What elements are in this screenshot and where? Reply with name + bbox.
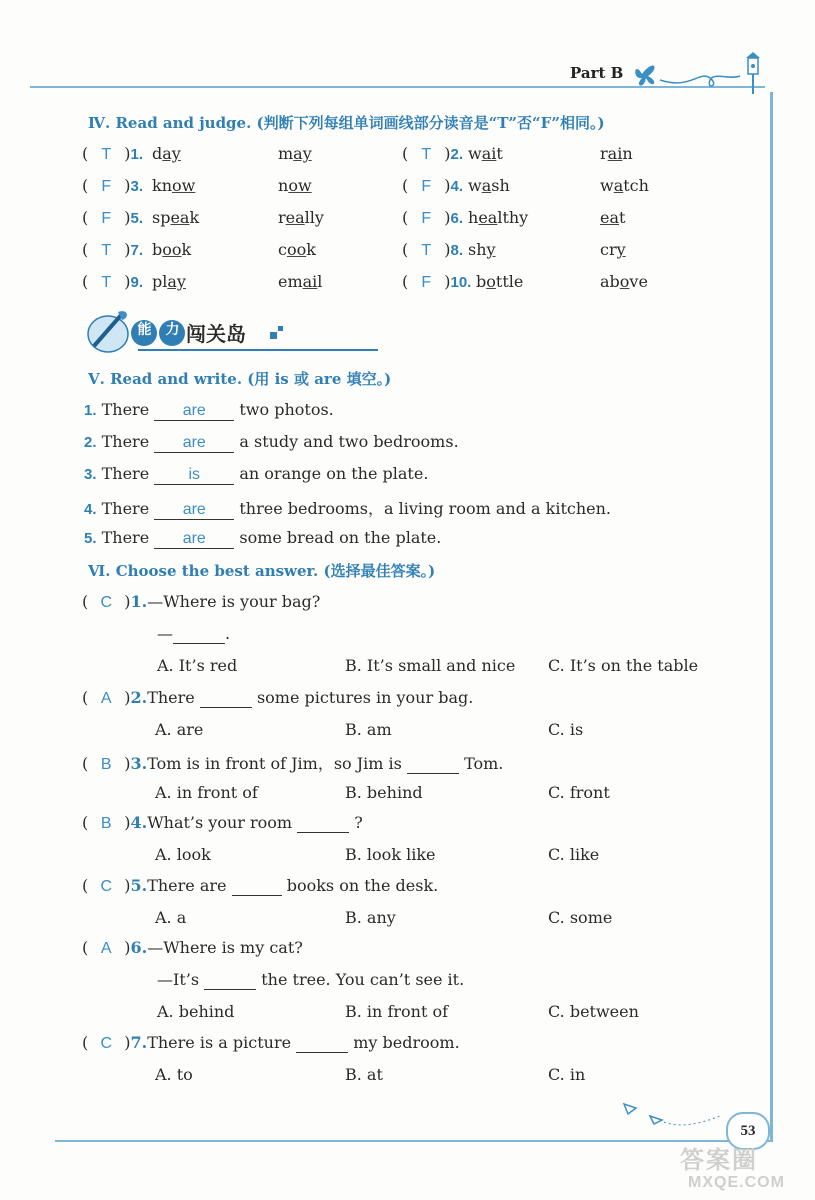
judge-item: ( F )5. (82, 208, 144, 227)
word-part: sp (152, 208, 171, 227)
judge-word-2 (600, 176, 649, 195)
fill-number: 4. (84, 501, 97, 518)
judge-word-2 (278, 176, 312, 195)
q1-opt-c: C. It’s on the table (548, 656, 699, 675)
word-part: sh (491, 176, 510, 195)
judge-word-1 (468, 208, 528, 227)
word-part: b (152, 240, 163, 259)
q5-opt-c: C. some (548, 908, 613, 927)
word-part: w (600, 176, 614, 195)
word-underlined: ea (285, 208, 305, 227)
word-underlined: o (619, 272, 630, 291)
word-part: t (496, 144, 503, 163)
banner-title: 闯关岛 (186, 322, 246, 346)
q1-opt-b: B. It’s small and nice (345, 656, 516, 675)
fill-answer: are (182, 501, 206, 518)
word-underlined: ay (293, 144, 312, 163)
q6-opt-a: A. behind (157, 1002, 235, 1021)
fill-pre: There (101, 432, 150, 451)
q6-pre: —It’s (157, 970, 200, 989)
judge-answer: T (101, 274, 112, 291)
right-margin-rule (770, 92, 773, 1142)
fill-post: an orange on the plate. (239, 464, 429, 483)
fill-item (84, 496, 611, 520)
word-part: kn (152, 176, 172, 195)
judge-item: ( T )7. (82, 240, 144, 259)
q6-opt-c: C. between (548, 1002, 639, 1021)
q2-row: ( A )2.There some pictures in your bag. (82, 688, 474, 707)
judge-item: ( T )8. (402, 240, 464, 259)
q6-opt-b: B. in front of (345, 1002, 449, 1021)
q1-line2: — . (157, 624, 231, 643)
part-label: Part B (570, 64, 624, 82)
q6-text: —Where is my cat? (147, 938, 303, 957)
word-part: lly (304, 208, 324, 227)
q1-opt-a: A. It’s red (157, 656, 238, 675)
judge-word-2 (600, 272, 648, 291)
word-underlined: ea (600, 208, 620, 227)
q4-opt-c: C. like (548, 845, 600, 864)
judge-number: 6. (450, 210, 464, 227)
fill-item (84, 432, 459, 453)
judge-number: 1. (130, 146, 144, 163)
word-underlined: o (486, 272, 496, 291)
word-part: w (468, 144, 482, 163)
watermark-logo: 答案圈 (680, 1147, 758, 1174)
word-part: ttle (495, 272, 524, 291)
word-part: h (468, 208, 479, 227)
word-underlined: ai (302, 272, 318, 291)
judge-word-2 (278, 208, 324, 227)
judge-item: ( F )3. (82, 176, 144, 195)
judge-word-1 (468, 176, 510, 195)
judge-answer: F (101, 178, 112, 195)
q4-opt-b: B. look like (345, 845, 436, 864)
judge-number: 7. (130, 242, 144, 259)
word-part: cr (600, 240, 617, 259)
word-underlined: y (486, 240, 496, 259)
q2-answer: A (100, 690, 112, 707)
q3-row: ( B )3.Tom is in front of Jim，so Jim is Tom. (82, 754, 504, 773)
q4-pre: What’s your room (147, 813, 293, 832)
judge-number: 4. (450, 178, 464, 195)
judge-number: 3. (130, 178, 144, 195)
judge-item: ( F )6. (402, 208, 464, 227)
word-part: c (278, 240, 287, 259)
judge-answer: T (421, 146, 432, 163)
judge-word-1 (152, 144, 181, 163)
fill-item (84, 400, 334, 421)
q3-opt-c: C. front (548, 783, 610, 802)
judge-item: ( T )2. (402, 144, 464, 163)
section-4-title: Ⅳ. Read and judge. (判断下列每组单词画线部分读音是“T”否“F”相同。) (88, 114, 605, 132)
q3-opt-a: A. in front of (155, 783, 258, 802)
fill-number: 1. (84, 402, 97, 419)
q2-pre: There (147, 688, 195, 707)
judge-word-1 (468, 240, 496, 259)
word-part: b (476, 272, 487, 291)
fill-answer: are (182, 530, 206, 547)
word-underlined: ai (607, 144, 623, 163)
judge-number: 2. (450, 146, 464, 163)
word-underlined: oo (162, 240, 182, 259)
word-part: em (278, 272, 303, 291)
fill-post: a study and two bedrooms. (239, 432, 459, 451)
word-part: m (278, 144, 294, 163)
fill-number: 5. (84, 530, 97, 547)
judge-word-2 (600, 240, 626, 259)
q3-opt-b: B. behind (345, 783, 423, 802)
word-underlined: ay (162, 144, 181, 163)
word-underlined: ow (172, 176, 196, 195)
word-part: k (306, 240, 316, 259)
q1-text: —Where is your bag? (147, 592, 321, 611)
fill-number: 2. (84, 434, 97, 451)
q2-post: some pictures in your bag. (256, 688, 474, 707)
judge-number: 8. (450, 242, 464, 259)
judge-answer: T (101, 146, 112, 163)
judge-answer: F (421, 210, 432, 227)
judge-item: ( F )4. (402, 176, 464, 195)
fill-answer: are (182, 402, 206, 419)
fill-post: three bedrooms，a living room and a kitchen. (239, 499, 612, 518)
word-part: d (152, 144, 163, 163)
q1-dash: — (157, 624, 173, 643)
judge-answer: F (421, 274, 432, 291)
word-underlined: ai (481, 144, 497, 163)
word-underlined: ay (167, 272, 186, 291)
judge-word-2 (278, 272, 322, 291)
fill-answer: is (188, 466, 201, 483)
judge-number: 10. (450, 274, 472, 291)
word-part: n (622, 144, 633, 163)
q6-answer: A (100, 940, 112, 957)
fill-pre: There (101, 499, 150, 518)
fill-pre: There (101, 464, 150, 483)
word-part: lthy (497, 208, 529, 227)
fill-number: 3. (84, 466, 97, 483)
word-underlined: a (613, 176, 624, 195)
word-part: l (317, 272, 323, 291)
q5-post: books on the desk. (286, 876, 439, 895)
word-part: t (619, 208, 626, 227)
q2-opt-b: B. am (345, 720, 392, 739)
q3-post: Tom. (464, 754, 504, 773)
q7-opt-a: A. to (155, 1065, 193, 1084)
q5-pre: There are (147, 876, 227, 895)
judge-item: ( F )10. (402, 272, 472, 291)
fill-item (84, 464, 428, 485)
fill-answer: are (182, 434, 206, 451)
q4-opt-a: A. look (155, 845, 211, 864)
word-underlined: ea (170, 208, 190, 227)
page-number: 53 (726, 1112, 770, 1150)
q1-row: ( C )1.—Where is your bag? (82, 592, 321, 611)
word-part: sh (468, 240, 487, 259)
q7-post: my bedroom. (353, 1033, 460, 1052)
q5-answer: C (100, 878, 113, 895)
q2-opt-a: A. are (155, 720, 204, 739)
judge-answer: T (101, 242, 112, 259)
judge-word-1 (152, 176, 195, 195)
q7-answer: C (100, 1035, 113, 1052)
word-part: ve (629, 272, 648, 291)
fill-post: two photos. (239, 400, 334, 419)
q1-answer: C (100, 594, 113, 611)
q4-answer: B (100, 815, 112, 832)
judge-answer: T (421, 242, 432, 259)
q6-row: ( A )6.—Where is my cat? (82, 938, 303, 957)
judge-number: 9. (130, 274, 144, 291)
section-6-title: Ⅵ. Choose the best answer. (选择最佳答案。) (88, 562, 436, 580)
judge-word-1 (152, 208, 199, 227)
q3-answer: B (100, 756, 112, 773)
judge-item: ( T )9. (82, 272, 144, 291)
q3-pre: Tom is in front of Jim，so Jim is (147, 754, 402, 773)
judge-word-1 (152, 272, 186, 291)
judge-word-2 (278, 144, 312, 163)
word-part: w (468, 176, 482, 195)
q7-number: 7. (130, 1033, 148, 1052)
word-underlined: ea (478, 208, 498, 227)
judge-word-1 (468, 144, 503, 163)
badge-1: 能 (137, 322, 152, 338)
q7-row: ( C )7.There is a picture my bedroom. (82, 1033, 460, 1052)
word-part: r (278, 208, 286, 227)
q7-opt-c: C. in (548, 1065, 586, 1084)
q5-row: ( C )5.There are books on the desk. (82, 876, 439, 895)
judge-item: ( T )1. (82, 144, 144, 163)
judge-word-2 (600, 144, 633, 163)
word-part: n (278, 176, 289, 195)
q7-pre: There is a picture (147, 1033, 292, 1052)
q4-number: 4. (130, 813, 148, 832)
q5-number: 5. (130, 876, 148, 895)
section-5-title: Ⅴ. Read and write. (用 is 或 are 填空。) (88, 370, 392, 388)
fill-pre: There (101, 400, 150, 419)
q4-post: ? (354, 813, 363, 832)
q2-number: 2. (130, 688, 148, 707)
judge-word-1 (476, 272, 523, 291)
word-part: r (600, 144, 608, 163)
word-part: tch (623, 176, 649, 195)
footer-rule (55, 1140, 770, 1142)
badge-2: 力 (165, 322, 180, 338)
word-underlined: a (481, 176, 492, 195)
word-underlined: oo (286, 240, 307, 259)
word-part: k (189, 208, 200, 227)
judge-word-2 (600, 208, 625, 227)
q2-opt-c: C. is (548, 720, 584, 739)
judge-answer: F (421, 178, 432, 195)
q3-number: 3. (130, 754, 148, 773)
judge-word-2 (278, 240, 316, 259)
q6-post: the tree. You can’t see it. (261, 970, 465, 989)
word-part: pl (152, 272, 168, 291)
footer-bird-icon (620, 1094, 730, 1134)
q7-opt-b: B. at (345, 1065, 383, 1084)
judge-number: 5. (130, 210, 144, 227)
word-underlined: y (616, 240, 626, 259)
judge-word-1 (152, 240, 191, 259)
q4-row: ( B )4.What’s your room ? (82, 813, 363, 832)
word-underlined: ow (288, 176, 312, 195)
header-decoration-icon (630, 50, 770, 100)
fill-post: some bread on the plate. (239, 528, 442, 547)
q5-opt-b: B. any (345, 908, 396, 927)
q6-line2 (157, 970, 464, 990)
q1-number: 1. (130, 592, 148, 611)
word-part: ab (600, 272, 620, 291)
q6-number: 6. (130, 938, 148, 957)
watermark-url: MXQE.COM (688, 1174, 785, 1191)
fill-pre: There (101, 528, 150, 547)
q5-opt-a: A. a (155, 908, 187, 927)
fill-item (84, 528, 441, 549)
judge-answer: F (101, 210, 112, 227)
word-part: k (181, 240, 192, 259)
